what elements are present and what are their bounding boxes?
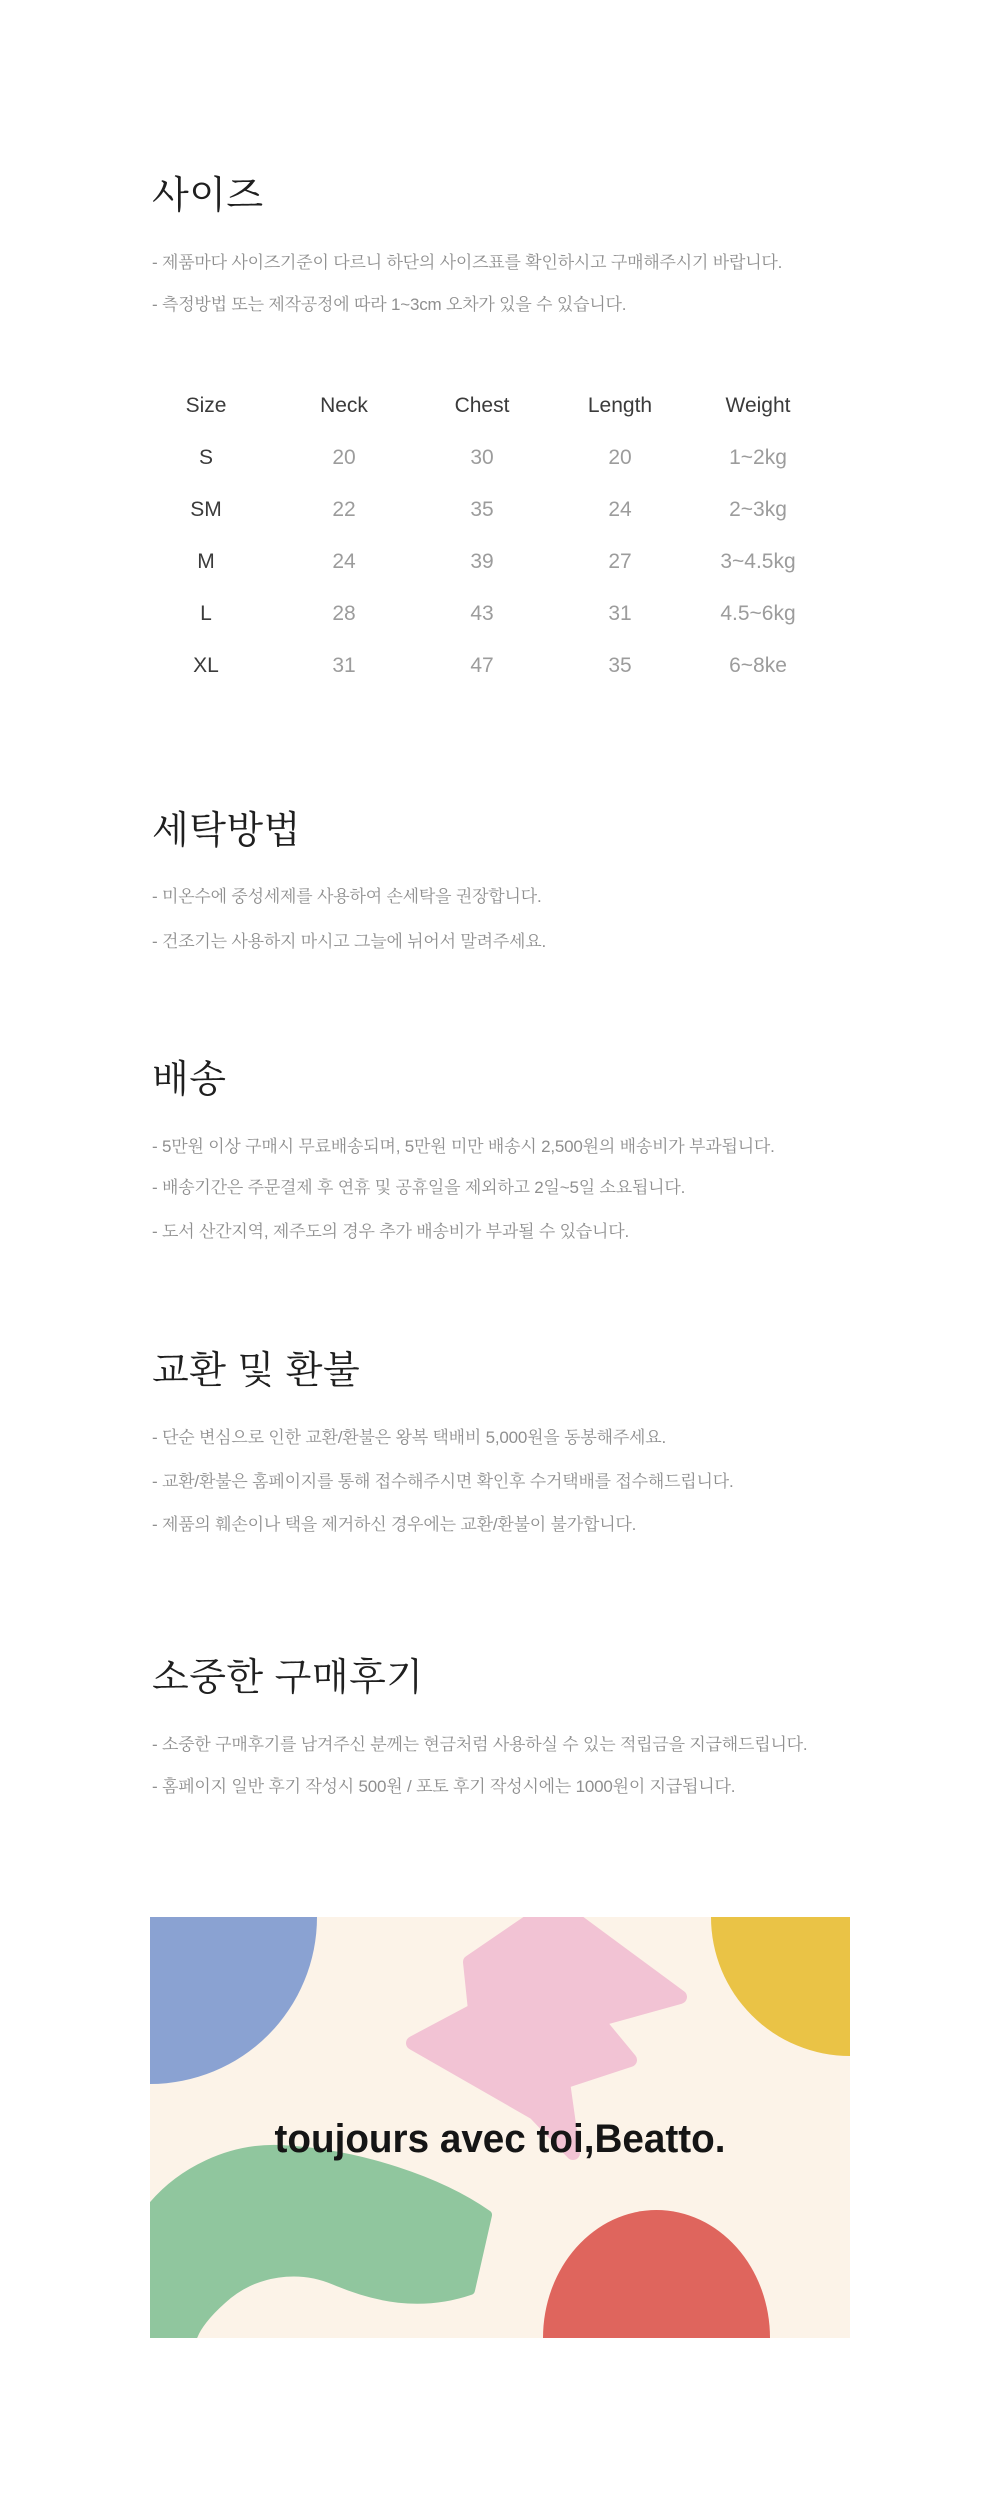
size-chart-header: Chest [454, 394, 510, 417]
review-section-title: 소중한 구매후기 [152, 1657, 424, 1699]
size-chart-header: Length [587, 394, 653, 417]
size-chart-cell: 4.5~6kg [720, 602, 796, 625]
washing-section-title: 세탁방법 [152, 810, 301, 852]
size-chart-cell: 6~8ke [729, 654, 787, 677]
size-chart-table [137, 380, 827, 692]
size-chart-cell: L [200, 602, 212, 625]
size-chart-cell: 31 [608, 602, 632, 625]
banner-slogan: toujours avec toi,Beatto. [274, 2117, 726, 2161]
size-chart-cell: 22 [332, 498, 356, 521]
size-chart-header: Weight [725, 394, 791, 417]
size-chart-cell: M [197, 550, 215, 573]
size-chart-cell: 31 [332, 654, 356, 677]
shipping-note: - 배송기간은 주문결제 후 연휴 및 공휴일을 제외하고 2일~5일 소요됩니다. [152, 1178, 686, 1197]
review-note: - 홈페이지 일반 후기 작성시 500원 / 포토 후기 작성시에는 1000원이 지급됩니다. [152, 1777, 736, 1796]
size-chart-cell: SM [190, 498, 222, 521]
size-chart-cell: 30 [470, 446, 494, 469]
shipping-note: - 5만원 이상 구매시 무료배송되며, 5만원 미만 배송시 2,500원의 배송비가 부과됩니다. [152, 1137, 775, 1156]
size-chart-cell: 1~2kg [729, 446, 787, 469]
size-section-title: 사이즈 [152, 175, 264, 217]
size-chart-cell: 39 [470, 550, 494, 573]
size-chart-header: Size [185, 394, 227, 417]
exchange-note: - 단순 변심으로 인한 교환/환불은 왕복 택배비 5,000원을 동봉해주세요. [152, 1428, 667, 1447]
size-chart-cell: 28 [332, 602, 356, 625]
review-note: - 소중한 구매후기를 남겨주신 분께는 현금처럼 사용하실 수 있는 적립금을 지급해드립니다. [152, 1735, 808, 1754]
size-chart-cell: 35 [470, 498, 494, 521]
size-chart-cell: 35 [608, 654, 632, 677]
size-chart-cell: 43 [470, 602, 494, 625]
washing-note: - 건조기는 사용하지 마시고 그늘에 뉘어서 말려주세요. [152, 932, 547, 951]
size-chart-cell: 27 [608, 550, 632, 573]
exchange-section-title: 교환 및 환불 [152, 1350, 361, 1392]
size-chart-cell: S [198, 446, 213, 469]
size-note: - 측정방법 또는 제작공정에 따라 1~3cm 오차가 있을 수 있습니다. [152, 295, 627, 314]
size-chart-cell: 20 [608, 446, 632, 469]
washing-note: - 미온수에 중성세제를 사용하여 손세탁을 권장합니다. [152, 887, 542, 906]
size-chart-cell: 24 [332, 550, 356, 573]
size-chart-cell: 3~4.5kg [720, 550, 796, 573]
shipping-section-title: 배송 [152, 1059, 227, 1101]
size-chart-cell: 2~3kg [729, 498, 787, 521]
size-note: - 제품마다 사이즈기준이 다르니 하단의 사이즈표를 확인하시고 구매해주시기 바랍니다. [152, 253, 783, 272]
size-chart-cell: 20 [332, 446, 356, 469]
size-chart-cell: 47 [470, 654, 494, 677]
exchange-note: - 제품의 훼손이나 택을 제거하신 경우에는 교환/환불이 불가합니다. [152, 1515, 637, 1534]
size-chart-cell: XL [193, 654, 219, 677]
brand-banner [150, 1917, 850, 2338]
exchange-note: - 교환/환불은 홈페이지를 통해 접수해주시면 확인후 수거택배를 접수해드립니다. [152, 1472, 734, 1491]
shipping-note: - 도서 산간지역, 제주도의 경우 추가 배송비가 부과될 수 있습니다. [152, 1222, 629, 1241]
size-chart-header: Neck [320, 394, 368, 417]
size-chart-cell: 24 [608, 498, 632, 521]
